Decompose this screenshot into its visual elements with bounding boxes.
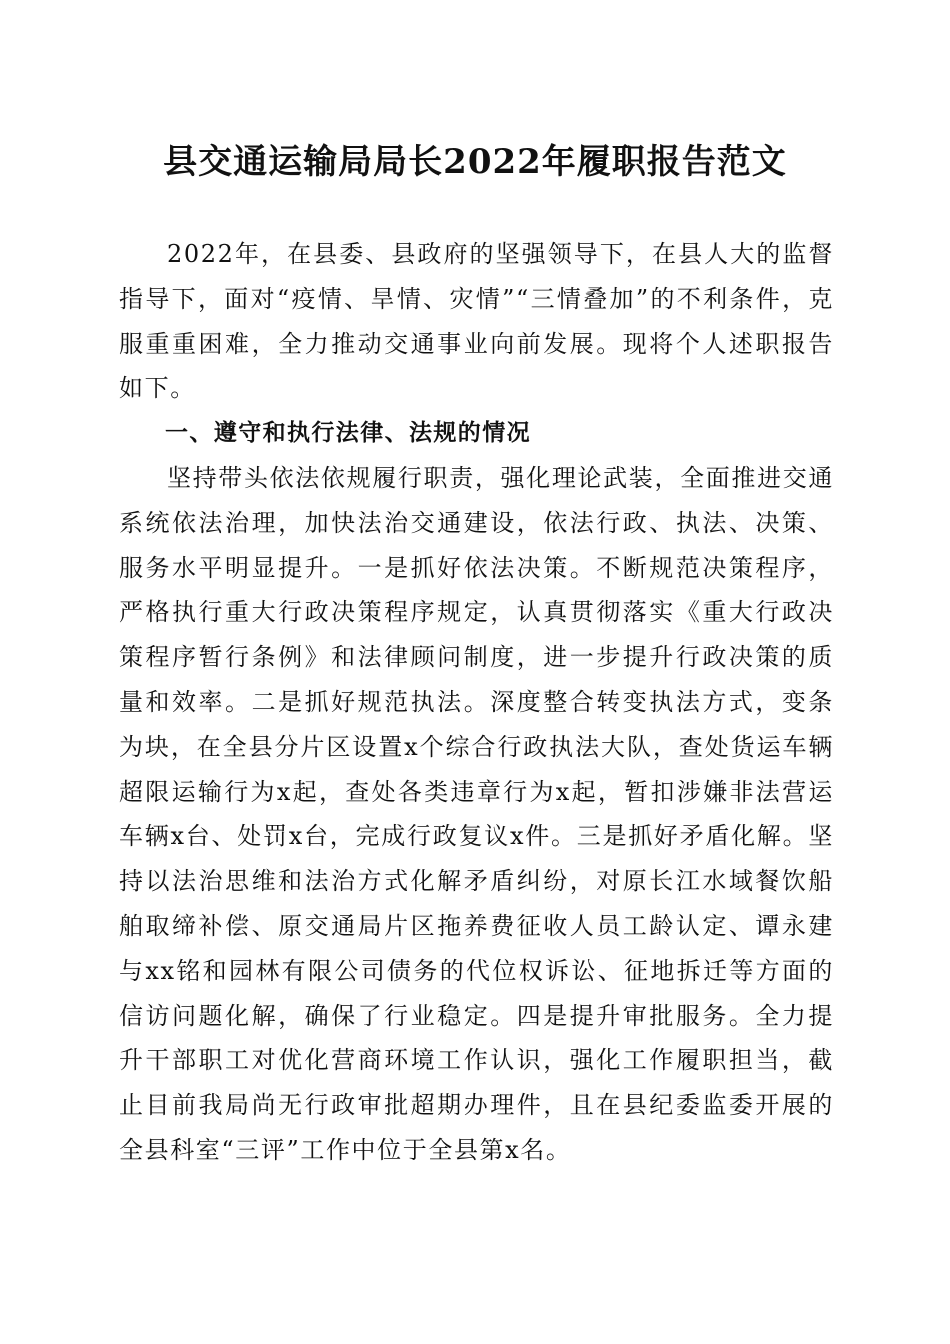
document-title: 县交通运输局局长2022年履职报告范文: [163, 142, 787, 182]
document-body: [119, 232, 834, 1173]
section-1-heading: 一、遵守和执行法律、法规的情况: [165, 420, 531, 447]
section-1-paragraph: 坚持带头依法依规履行职责，强化理论武装，全面推进交通系统依法治理，加快法治交通建设，依法行政、执法、决策、服务水平明显提升。一是抓好依法决策。不断规范决策程序，严格执行重大行政决策程序规定，认真贯彻落实《重大行政决策程序暂行条例》和法律顾问制度，进一步提升行政决策的质量和效率。二是抓好规范执法。深度整合转变执法方式，变条为块，在全县分片区设置x个综合行政执法大队，查处货运车辆超限运输行为x起，查处各类违章行为x起，暂扣涉嫌非法营运车辆x台、处罚x台，完成行政复议x件。三是抓好矛盾化解。坚持以法治思维和法治方式化解矛盾纠纷，对原长江水域餐饮船舶取缔补偿、原交通局片区拖养费征收人员工龄认定、谭永建与xx铭和园林有限公司债务的代位权诉讼、征地拆迁等方面的信访问题化解，确保了行业稳定。四是提升审批服务。全力提升干部职工对优化营商环境工作认识，强化工作履职担当，截止目前我局尚无行政审批超期办理件，且在县纪委监委开展的全县科室“三评”工作中位于全县第x名。: [119, 463, 834, 1164]
intro-paragraph: 2022年，在县委、县政府的坚强领导下，在县人大的监督指导下，面对“疫情、旱情、灾情”“三情叠加”的不利条件，克服重重困难，全力推动交通事业向前发展。现将个人述职报告如下。: [119, 240, 834, 403]
